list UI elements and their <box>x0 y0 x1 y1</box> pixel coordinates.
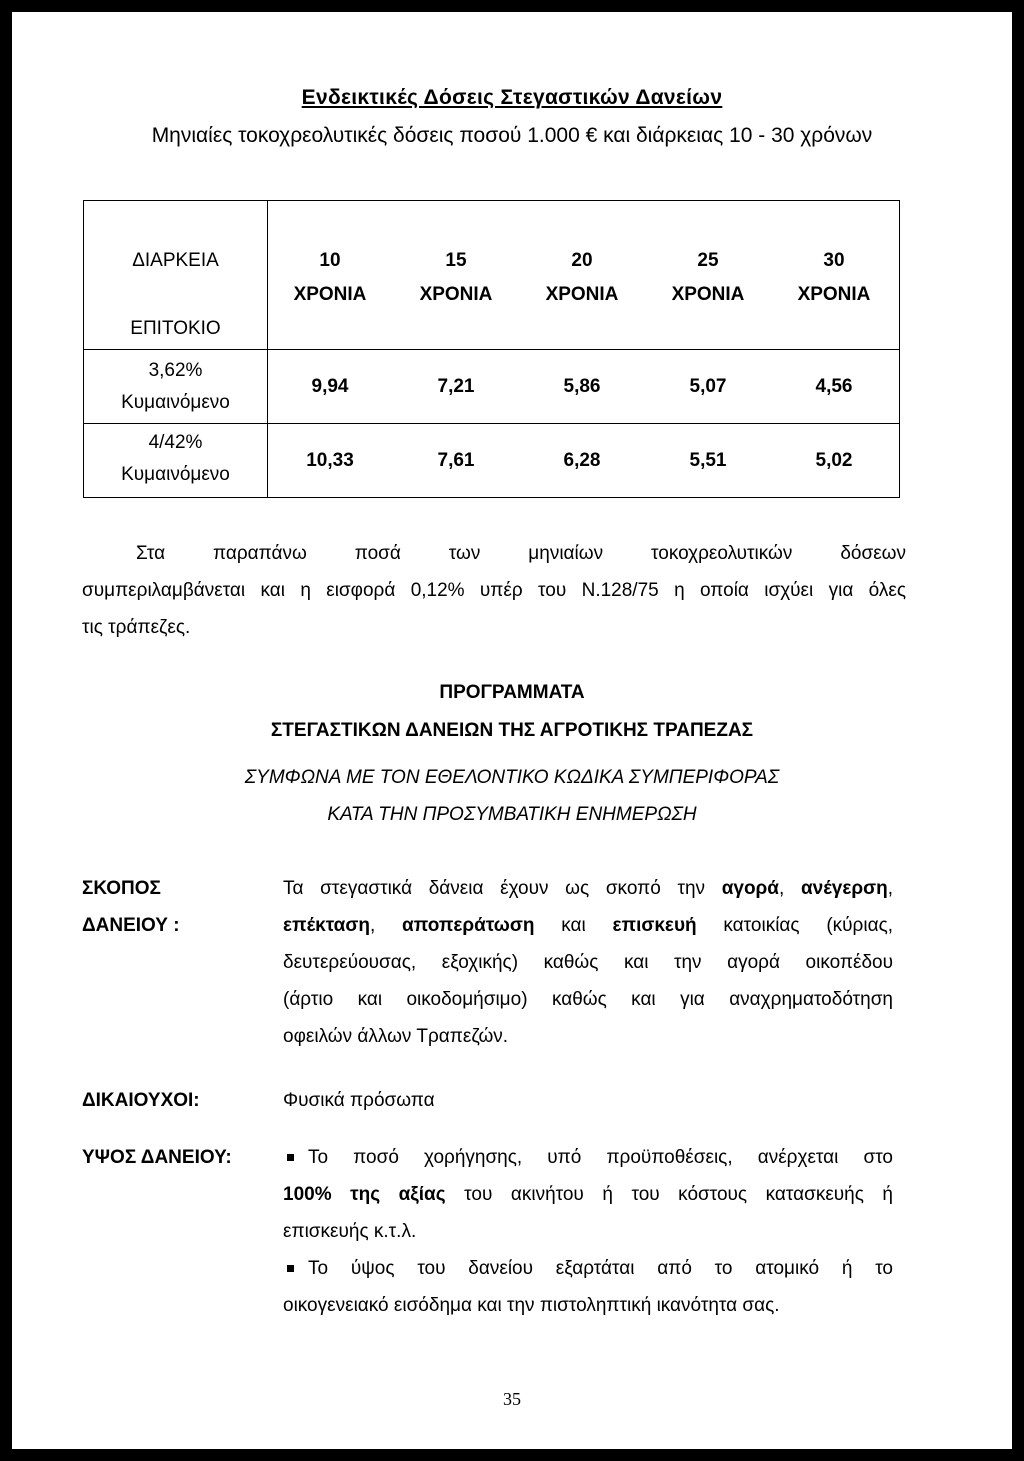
purpose-label <box>82 870 180 944</box>
column-header-years: 10 <box>319 250 341 271</box>
text-run: του ακινήτου ή του κόστους κατασκευής ή <box>445 1184 893 1205</box>
purpose-line-5: οφειλών άλλων Τραπεζών. <box>283 1026 509 1047</box>
bold-term: αγορά <box>721 878 779 899</box>
text-run: , <box>887 878 893 899</box>
table-cell: 5,86 <box>563 376 601 397</box>
note-line <box>136 535 906 572</box>
text-run: κατοικίας (κύριας, <box>696 915 894 936</box>
table-divider <box>84 423 899 424</box>
bold-term: 100% της αξίας <box>283 1184 446 1205</box>
table-cell: 10,33 <box>306 450 354 471</box>
column-header-years: 30 <box>823 250 845 271</box>
bullet-1-line-3: επισκευής κ.τ.λ. <box>283 1221 417 1242</box>
note-line-1: Στα παραπάνω ποσά των μηνιαίων τοκοχρεολυτικών δόσεων <box>136 543 906 564</box>
purpose-label-line2: ΔΑΝΕΙΟΥ : <box>82 915 180 936</box>
note-block <box>82 572 906 646</box>
column-header-unit: ΧΡΟΝΙΑ <box>671 284 745 305</box>
corner-duration-label: ΔΙΑΡΚΕΙΑ <box>132 250 219 271</box>
bold-term: επισκευή <box>612 915 697 936</box>
row-rate-type: Κυμαινόμενο <box>121 392 230 413</box>
code-of-conduct-line: ΣΥΜΦΩΝΑ ΜΕ ΤΟΝ ΕΘΕΛΟΝΤΙΚΟ ΚΩΔΙΚΑ ΣΥΜΠΕΡΙΦΟΡΑΣ <box>244 767 780 788</box>
purpose-text <box>283 870 893 1055</box>
table-cell: 9,94 <box>311 376 349 397</box>
beneficiaries-value: Φυσικά πρόσωπα <box>283 1090 435 1111</box>
note-line-2: συμπεριλαμβάνεται και η εισφορά 0,12% υπέρ του Ν.128/75 η οποία ισχύει για όλες <box>82 580 906 601</box>
installment-table <box>83 200 900 498</box>
bold-term: επέκταση <box>283 915 370 936</box>
programs-subheading: ΣΤΕΓΑΣΤΙΚΩΝ ΔΑΝΕΙΩΝ ΤΗΣ ΑΓΡΟΤΙΚΗΣ ΤΡΑΠΕΖΑΣ <box>270 720 754 741</box>
table-cell: 5,51 <box>689 450 727 471</box>
text-run: Τα στεγαστικά δάνεια έχουν ως σκοπό την <box>283 878 722 899</box>
table-cell: 7,61 <box>437 450 475 471</box>
text-run: Το ποσό χορήγησης, υπό προϋποθέσεις, ανέρχεται στο <box>308 1147 893 1168</box>
note-line-3: τις τράπεζες. <box>82 617 191 638</box>
column-header-unit: ΧΡΟΝΙΑ <box>419 284 493 305</box>
purpose-line-1 <box>283 870 893 907</box>
bullet-1-line-2 <box>283 1176 893 1213</box>
corner-rate-label: ΕΠΙΤΟΚΙΟ <box>130 318 221 339</box>
text-run: , <box>369 915 403 936</box>
programs-heading: ΠΡΟΓΡΑΜΜΑΤΑ <box>439 682 585 703</box>
bullet-2-line-2: οικογενειακό εισόδημα και την πιστοληπτική ικανότητα σας. <box>283 1295 780 1316</box>
row-rate-type: Κυμαινόμενο <box>121 464 230 485</box>
row-rate: 4/42% <box>148 432 203 453</box>
pre-contract-info-line: ΚΑΤΑ ΤΗΝ ΠΡΟΣΥΜΒΑΤΙΚΗ ΕΝΗΜΕΡΩΣΗ <box>327 804 697 825</box>
bullet-2-line-1 <box>283 1250 893 1287</box>
page-number: 35 <box>503 1389 521 1409</box>
column-header-years: 20 <box>571 250 593 271</box>
column-header-unit: ΧΡΟΝΙΑ <box>797 284 871 305</box>
document-subtitle: Μηνιαίες τοκοχρεολυτικές δόσεις ποσού 1.000 € και διάρκειας 10 - 30 χρόνων <box>151 124 873 147</box>
table-cell: 5,02 <box>815 450 853 471</box>
text-run: , <box>779 878 801 899</box>
bullet-square-icon <box>287 1154 294 1161</box>
bullet-1-line-1 <box>283 1139 893 1176</box>
table-divider <box>84 349 899 350</box>
purpose-line-3: δευτερεύουσας, εξοχικής) καθώς και την αγορά οικοπέδου <box>283 952 893 973</box>
beneficiaries-label: ΔΙΚΑΙΟΥΧΟΙ: <box>82 1090 200 1111</box>
column-header-years: 25 <box>697 250 719 271</box>
purpose-line-4: (άρτιο και οικοδομήσιμο) καθώς και για αναχρηματοδότηση <box>283 989 893 1010</box>
document-title: Ενδεικτικές Δόσεις Στεγαστικών Δανείων <box>301 86 723 109</box>
bold-term: αποπεράτωση <box>402 915 535 936</box>
row-rate: 3,62% <box>148 360 203 381</box>
table-cell: 7,21 <box>437 376 475 397</box>
text-run: Το ύψος του δανείου εξαρτάται από το ατομικό ή το <box>308 1258 893 1279</box>
column-header-unit: ΧΡΟΝΙΑ <box>293 284 367 305</box>
column-header-unit: ΧΡΟΝΙΑ <box>545 284 619 305</box>
text-run: και <box>534 915 613 936</box>
table-cell: 6,28 <box>563 450 601 471</box>
table-cell: 4,56 <box>815 376 853 397</box>
column-header-years: 15 <box>445 250 467 271</box>
bold-term: ανέγερση <box>800 878 888 899</box>
bullet-square-icon <box>287 1265 294 1272</box>
loan-amount-text <box>283 1139 893 1324</box>
loan-amount-label: ΥΨΟΣ ΔΑΝΕΙΟΥ: <box>82 1147 232 1168</box>
document-page <box>12 12 1012 1449</box>
table-cell: 5,07 <box>689 376 727 397</box>
purpose-label-line1: ΣΚΟΠΟΣ <box>82 878 161 899</box>
purpose-line-2 <box>283 907 893 944</box>
